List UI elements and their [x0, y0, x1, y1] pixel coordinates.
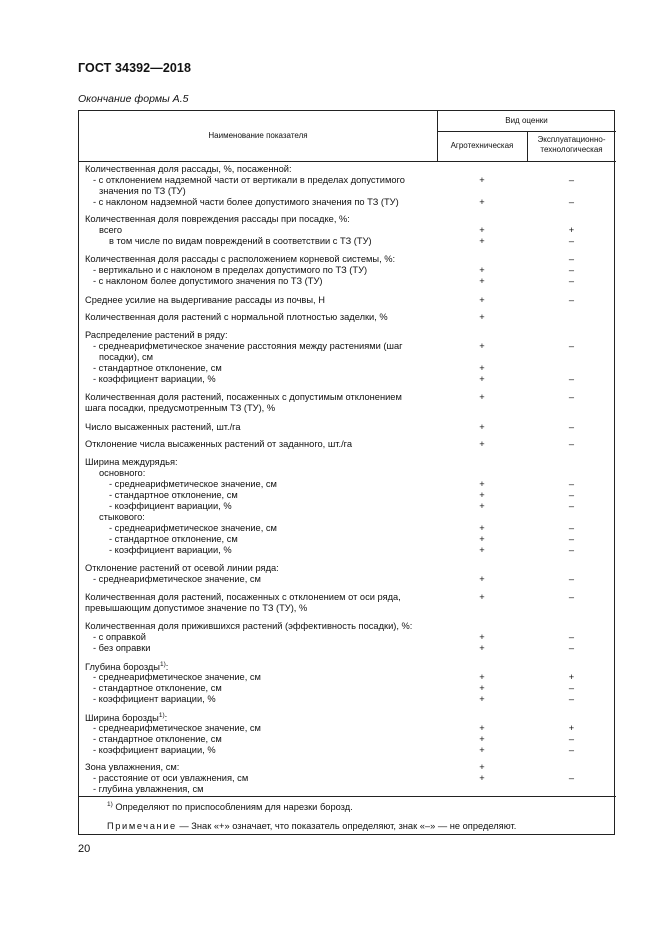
row-label: - коэффициент вариации, %: [93, 374, 216, 384]
column-header-expl: Эксплуатационно- технологическая: [537, 135, 606, 154]
row-label: Количественная доля растений с нормальной плотностью заделки, %: [85, 312, 388, 322]
agro-mark: +: [479, 574, 485, 584]
label-colon: :: [164, 713, 168, 724]
agro-mark: +: [479, 694, 485, 704]
agro-mark: +: [479, 312, 485, 322]
row-label: - стандартное отклонение, см: [109, 534, 238, 544]
row-label: всего: [99, 225, 123, 235]
agro-mark: +: [479, 295, 485, 305]
row-label: Количественная доля рассады, %, посаженной:: [85, 164, 292, 174]
agro-mark: +: [479, 592, 485, 602]
row-label: посадки), см: [99, 352, 154, 362]
expl-mark: +: [568, 723, 575, 733]
expl-mark: –: [568, 683, 575, 693]
row-label: стыкового:: [99, 512, 145, 522]
note-text: — Знак «+» означает, что показатель определяют, знак «–» — не определяют.: [176, 821, 517, 831]
expl-mark: –: [568, 392, 575, 402]
row-label: Количественная доля растений, посаженных с отклонением от оси ряда,: [85, 592, 401, 602]
footnote-divider: [79, 796, 616, 797]
row-label: - коэффициент вариации, %: [109, 545, 232, 555]
footnote-mark: 1): [107, 801, 113, 808]
agro-mark: +: [479, 422, 485, 432]
agro-mark: +: [479, 276, 485, 286]
agro-mark: +: [479, 225, 485, 235]
header-bottom-line: [79, 161, 616, 162]
row-label: - с наклоном более допустимого значения по ТЗ (ТУ): [93, 276, 323, 286]
expl-mark: –: [568, 341, 575, 351]
row-label: Глубина борозды: [85, 662, 160, 673]
row-label: шага посадки, предусмотренным ТЗ (ТУ), %: [85, 403, 276, 413]
row-label: Количественная доля рассады с расположением корневой системы, %:: [85, 254, 396, 264]
expl-mark: –: [568, 254, 575, 264]
standard-header: ГОСТ 34392—2018: [78, 61, 192, 75]
row-label: Количественная доля повреждения рассады при посадке, %:: [85, 214, 350, 224]
note-label: Примечание: [107, 821, 177, 831]
agro-mark: +: [479, 439, 485, 449]
row-label: - стандартное отклонение, см: [109, 490, 238, 500]
row-label: Число высаженных растений, шт./га: [85, 422, 241, 432]
row-label: - среднеарифметическое значение расстояния между растениями (шаг: [93, 341, 403, 351]
agro-mark: +: [479, 175, 485, 185]
column-header-agro: Агротехническая: [450, 141, 514, 150]
row-label: - с оправкой: [93, 632, 146, 642]
agro-mark: +: [479, 745, 485, 755]
row-label: - среднеарифметическое значение, см: [93, 574, 261, 584]
agro-mark: +: [479, 762, 485, 772]
agro-mark: +: [479, 479, 485, 489]
expl-mark: –: [568, 734, 575, 744]
row-label: - вертикально и с наклоном в пределах допустимого по ТЗ (ТУ): [93, 265, 368, 275]
row-label: - с отклонением надземной части от вертикали в пределах допустимого: [93, 175, 405, 185]
row-label: основного:: [99, 468, 146, 478]
agro-mark: +: [479, 734, 485, 744]
footnote-ref: 1): [160, 661, 166, 668]
expl-mark: +: [568, 225, 575, 235]
agro-mark: +: [479, 490, 485, 500]
row-label: - среднеарифметическое значение, см: [109, 523, 277, 533]
footnote-text: Определяют по приспособлениям для нарезки борозд.: [115, 802, 353, 813]
row-label: - без оправки: [93, 643, 151, 653]
agro-mark: +: [479, 392, 485, 402]
agro-mark: +: [479, 643, 485, 653]
row-label: - стандартное отклонение, см: [93, 363, 222, 373]
expl-mark: –: [568, 236, 575, 246]
column-header-name: Наименование показателя: [208, 131, 308, 140]
expl-mark: –: [568, 374, 575, 384]
expl-mark: –: [568, 490, 575, 500]
table-footnote: [107, 801, 353, 812]
row-label: значения по ТЗ (ТУ): [99, 186, 186, 196]
agro-mark: +: [479, 545, 485, 555]
row-label: - среднеарифметическое значение, см: [109, 479, 277, 489]
row-label: - коэффициент вариации, %: [93, 745, 216, 755]
agro-mark: +: [479, 197, 485, 207]
row-label: Среднее усилие на выдергивание рассады из почвы, Н: [85, 295, 325, 305]
agro-mark: +: [479, 501, 485, 511]
row-label: Отклонение числа высаженных растений от заданного, шт./га: [85, 439, 353, 449]
column-header-group: Вид оценки: [505, 116, 548, 125]
expl-mark: –: [568, 197, 575, 207]
expl-mark: –: [568, 632, 575, 642]
page-number: 20: [78, 843, 91, 855]
expl-mark: +: [568, 672, 575, 682]
expl-mark: –: [568, 175, 575, 185]
row-label: - коэффициент вариации, %: [109, 501, 232, 511]
agro-mark: +: [479, 672, 485, 682]
expl-mark: –: [568, 745, 575, 755]
agro-mark: +: [479, 773, 485, 783]
header-divider: [437, 131, 616, 132]
row-label: Ширина междурядья:: [85, 457, 178, 467]
table-note: [107, 821, 516, 831]
row-label: Зона увлажнения, см:: [85, 762, 180, 772]
expl-mark: –: [568, 265, 575, 275]
agro-mark: +: [479, 683, 485, 693]
row-label: - глубина увлажнения, см: [93, 784, 204, 794]
label-colon: :: [165, 662, 169, 673]
row-label: - стандартное отклонение, см: [93, 734, 222, 744]
expl-mark: –: [568, 694, 575, 704]
agro-mark: +: [479, 236, 485, 246]
row-label: Количественная доля растений, посаженных с допустимым отклонением: [85, 392, 402, 402]
expl-mark: –: [568, 545, 575, 555]
expl-mark: –: [568, 592, 575, 602]
agro-mark: +: [479, 534, 485, 544]
row-label: Ширина борозды: [85, 713, 159, 724]
expl-mark: –: [568, 534, 575, 544]
agro-mark: +: [479, 341, 485, 351]
expl-mark: –: [568, 574, 575, 584]
row-label: - среднеарифметическое значение, см: [93, 672, 261, 682]
row-label: - расстояние от оси увлажнения, см: [93, 773, 249, 783]
row-label: в том числе по видам повреждений в соответствии с ТЗ (ТУ): [109, 236, 372, 246]
agro-mark: +: [479, 363, 485, 373]
agro-mark: +: [479, 523, 485, 533]
row-label: превышающим допустимое значение по ТЗ (ТУ), %: [85, 603, 308, 613]
expl-mark: –: [568, 276, 575, 286]
expl-mark: –: [568, 501, 575, 511]
agro-mark: +: [479, 632, 485, 642]
row-label: - коэффициент вариации, %: [93, 694, 216, 704]
expl-mark: –: [568, 295, 575, 305]
evaluation-table: [78, 110, 615, 835]
expl-mark: –: [568, 523, 575, 533]
agro-mark: +: [479, 265, 485, 275]
expl-mark: –: [568, 479, 575, 489]
expl-mark: –: [568, 422, 575, 432]
footnote-ref: 1): [158, 712, 165, 719]
row-label: Распределение растений в ряду:: [85, 330, 228, 340]
agro-mark: +: [479, 723, 485, 733]
row-label: Количественная доля прижившихся растений (эффективность посадки), %:: [85, 621, 413, 631]
expl-mark: –: [568, 643, 575, 653]
form-subtitle: Окончание формы А.5: [78, 93, 189, 105]
expl-mark: –: [568, 439, 575, 449]
row-label: - с наклоном надземной части более допустимого значения по ТЗ (ТУ): [93, 197, 399, 207]
agro-mark: +: [479, 374, 485, 384]
expl-mark: –: [568, 773, 575, 783]
row-label: - стандартное отклонение, см: [93, 683, 222, 693]
row-label: - среднеарифметическое значение, см: [93, 723, 261, 733]
row-label: Отклонение растений от осевой линии ряда:: [85, 563, 279, 573]
